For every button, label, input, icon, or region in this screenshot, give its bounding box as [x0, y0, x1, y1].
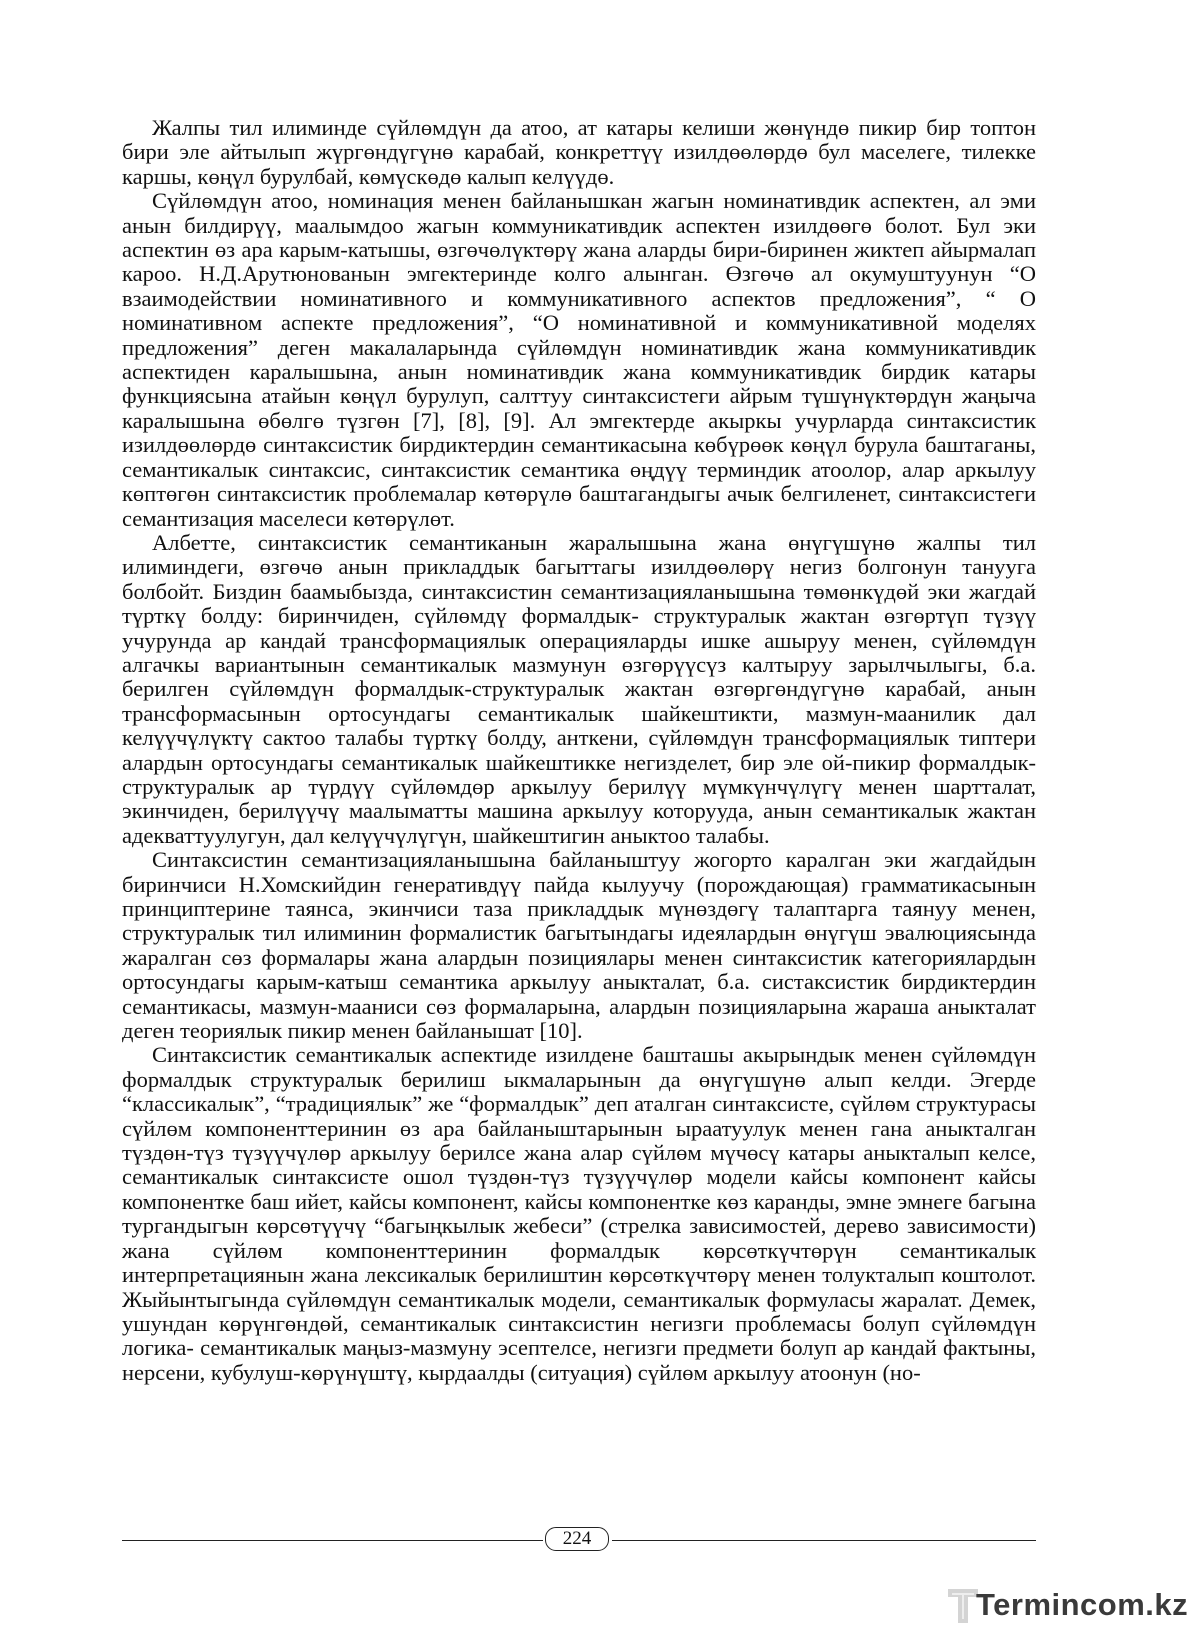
- footer-rule-right: [612, 1540, 1036, 1541]
- page-body: [122, 116, 1036, 1385]
- watermark-text: Termincom.kz: [976, 1587, 1188, 1622]
- paragraph-4: Синтаксистин семантизацияланышына байланыштуу жогорто каралган эки жагдайдын биринчиси Н.Хомскийдин генеративдүү пайда кылуучу (порождающая) грамматикасынын принциптерине таянса, экинчиси таза прикладдык мүнөздөгү талаптарга таянуу менен, структуралык тил илиминин формалистик багытындагы идеялардын өнүгүш эвалюциясында жаралган сөз формалары жана алардын позициялaры менен синтаксистик категориялардын ортосундагы карым-катыш семантика аркылуу аныкталат, б.а. систаксистик бирдиктердин семантикасы, мазмун-мааниси сөз формаларына, алардын позицияларына жараша аныкталат деген теориялык пикир менен байланышат [10].: [122, 847, 1036, 1044]
- footer-rule-left: [122, 1540, 543, 1541]
- paragraph-5: Синтаксистик семантикалык аспектиде изилдене башташы акырындык менен сүйлөмдүн формалдык структуралык берилиш ыкмаларынын да өнүгүшүнө алып келди. Эгерде “классикалык”, “традициялык” же “формалдык” деп аталган синтаксисте, сүйлөм структурасы сүйлөм компоненттеринин өз ара байланыштарынын ыраатуулук менен гана аныкталган түздөн-түз түзүүчүлөр аркылуу берилсе жана алар сүйлөм мүчөсү катары аныкталып келсе, семантикалык синтаксисте ошол түздөн-түз түзүүчүлөр модели кайсы компонент кайсы компонентке баш ийет, кайсы компонент, кайсы компонентке көз каранды, эмне эмнеге багына тургандыгын көрсөтүүчү “багыңкылык жебеси” (стрелка зависимостей, дерево зависимости) жана сүйлөм компоненттеринин формалдык көрсөткүчтөрүн семантикалык интерпретациянын жана лексикалык берилиштин көрсөткүчтөрү менен толукталып коштолот. Жыйынтыгында сүйлөмдүн семантикалык модели, семантикалык формуласы жаралат. Демек, ушундан көрүнгөндөй, семантикалык синтаксистин негизги проблемасы болуп сүйлөмдүн логика- семантикалык маңыз-мазмуну эсептелсе, негизги предмети болуп ар кандай фактыны, нерсени, кубулуш-көрүнүштү, кырдаалды (ситуация) сүйлөм аркылуу атоонун (но-: [122, 1042, 1036, 1385]
- paragraph-2: Сүйлөмдүн атоо, номинация менен байланышкан жагын номинативдик аспектен, ал эми анын билдирүү, маалымдоо жагын коммуникативдик аспектен изилдөөгө болот. Бул эки аспектин өз ара карым-катышы, өзгөчөлүктөрү жана аларды бири-биринен жиктеп айырмалап кароо. Н.Д.Арутюнованын эмгектеринде колго алынган. Өзгөчө ал окумуштуунун “О взаимодействии номинативного и коммуникативного аспектов предложения”, “ О номинативном аспекте предложения”, “О номинативной и коммуникативной моделях предложения” деген макалаларында сүйлөмдүн номинативдик жана коммуникативдик аспектиден каралышына, анын номинативдик жана коммуникативдик бирдик катары функциясына атайын көңүл бурулуп, салттуу синтаксистеги айрым түшүнүктөрдүн жаңыча каралышына өбөлгө түзгөн [7], [8], [9]. Ал эмгектерде акыркы учурларда синтаксистик изилдөөлөрдө синтаксистик бирдиктердин семантикасына көбүрөөк көңүл бурула баштаганы, семантикалык синтаксис, синтаксистик семантика өңдүү терминдик атоолор, алар аркылуу көптөгөн синтаксистик проблемалар көтөрүлө баштагандыгы ачык белгиленет, синтаксистеги семантизация маселеси көтөрүлөт.: [122, 188, 1036, 531]
- paragraph-3: Албетте, синтаксистик семантиканын жаралышына жана өнүгүшүнө жалпы тил илиминдеги, өзгөчө анын прикладдык багыттагы изилдөөлөрү негиз болгонун танууга болбойт. Биздин баамыбызда, синтаксистин семантизацияланышына төмөнкүдөй эки жагдай түрткү болду: биринчиден, сүйлөмдү формалдык- структуралык жактан өзгөртүп түзүү учурунда ар кандай трансформациялык операцияларды ишке ашыруу менен, сүйлөмдүн алгачкы вариантынын семантикалык мазмунун өзгөрүүсүз калтыруу зарылчылыгы, б.а. берилген сүйлөмдүн формалдык-структуралык жактан өзгөргөндүгүнө карабай, анын трансформасынын ортосундагы семантикалык шайкештикти, мазмун-маанилик дал келүүчүлүктү сактоо талабы түрткү болду, анткени, сүйлөмдүн трансформациялык типтери алардын ортосундагы семантикалык шайкештикке негизделет, бир эле ой-пикир формалдык-структуралык ар түрдүү сүйлөмдөр аркылуу берилүү мүмкүнчүлүгү менен шартталат, экинчиден, берилүүчү маалыматты машина аркылуу которууда, анын семантикалык жактан адекваттуулугун, дал келүүчүлүгүн, шайкештигин аныктоо талабы.: [122, 529, 1036, 848]
- page-number: 224: [545, 1527, 609, 1551]
- paragraph-1: Жалпы тил илиминде сүйлөмдүн да атоо, ат катары келиши жөнүндө пикир бир топтон бири эле айтылып жүргөндүгүнө карабай, конкреттүү изилдөөлөрдө бул маселеге, тилекке каршы, көңүл бурулбай, көмүскөдө калып келүүдө.: [122, 115, 1036, 189]
- watermark: [946, 1585, 1188, 1625]
